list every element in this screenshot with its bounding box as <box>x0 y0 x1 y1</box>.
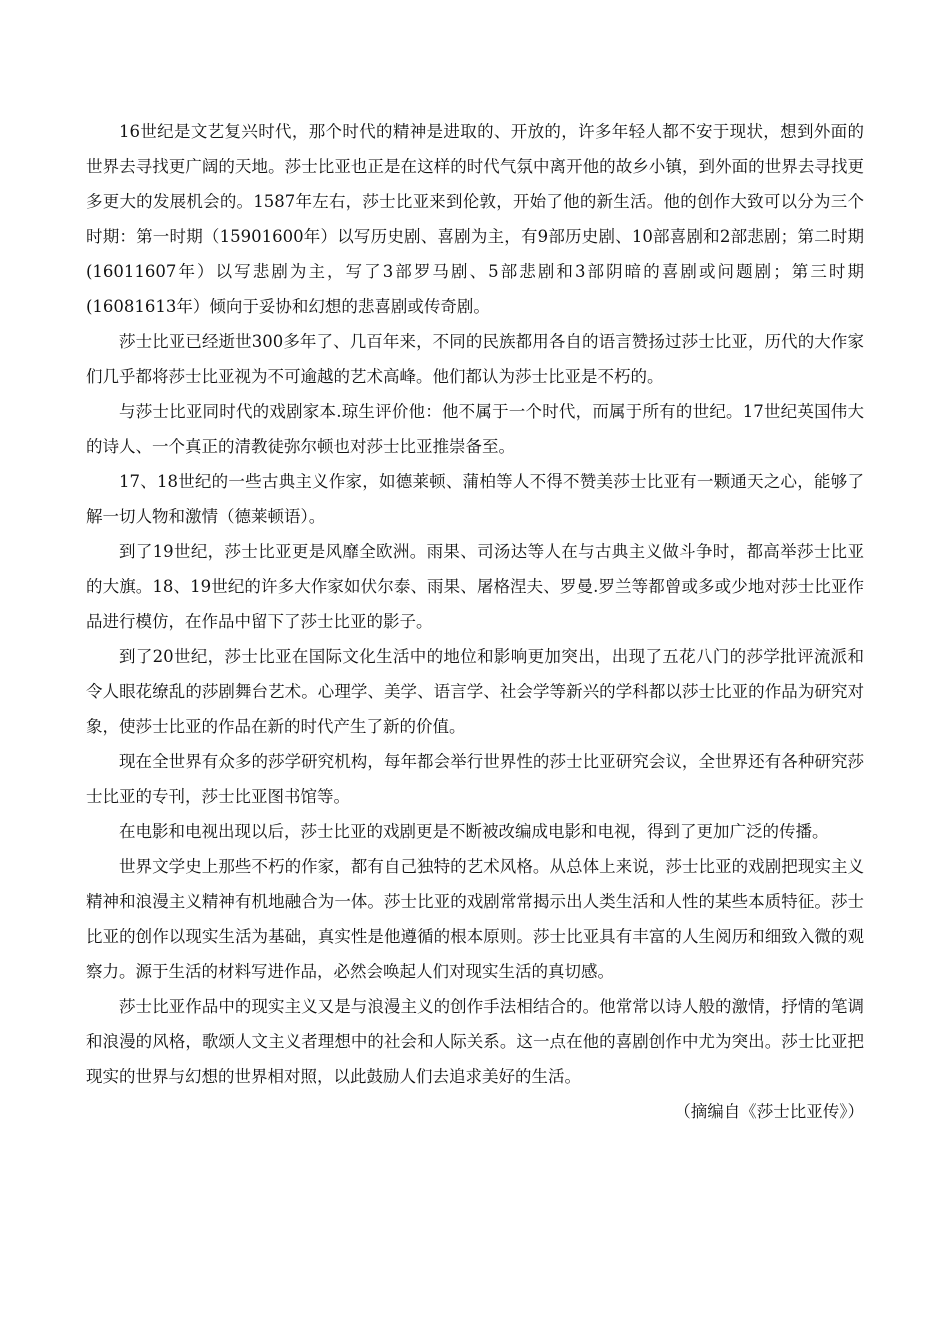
paragraph: 到了19世纪，莎士比亚更是风靡全欧洲。雨果、司汤达等人在与古典主义做斗争时，都高举莎士比亚的大旗。18、19世纪的许多大作家如伏尔泰、雨果、屠格涅夫、罗曼.罗兰等都曾或多或少地对莎士比亚作品进行模仿，在作品中留下了莎士比亚的影子。 <box>86 542 864 631</box>
paragraph: 到了20世纪，莎士比亚在国际文化生活中的地位和影响更加突出，出现了五花八门的莎学批评流派和令人眼花缭乱的莎剧舞台艺术。心理学、美学、语言学、社会学等新兴的学科都以莎士比亚的作品为研究对象，使莎士比亚的作品在新的时代产生了新的价值。 <box>86 647 864 736</box>
source-citation: （摘编自《莎士比亚传》） <box>674 1102 864 1121</box>
paragraph: 在电影和电视出现以后，莎士比亚的戏剧更是不断被改编成电影和电视，得到了更加广泛的传播。 <box>119 822 829 841</box>
paragraph: 莎士比亚作品中的现实主义又是与浪漫主义的创作手法相结合的。他常常以诗人般的激情，抒情的笔调和浪漫的风格，歌颂人文主义者理想中的社会和人际关系。这一点在他的喜剧创作中尤为突出。莎士比亚把现实的世界与幻想的世界相对照，以此鼓励人们去追求美好的生活。 <box>86 997 864 1086</box>
article-body <box>86 114 864 1129</box>
paragraph: 世界文学史上那些不朽的作家，都有自己独特的艺术风格。从总体上来说，莎士比亚的戏剧把现实主义精神和浪漫主义精神有机地融合为一体。莎士比亚的戏剧常常揭示出人类生活和人性的某些本质特征。莎士比亚的创作以现实生活为基础，真实性是他遵循的根本原则。莎士比亚具有丰富的人生阅历和细致入微的观察力。源于生活的材料写进作品，必然会唤起人们对现实生活的真切感。 <box>86 857 864 981</box>
paragraph: 现在全世界有众多的莎学研究机构，每年都会举行世界性的莎士比亚研究会议，全世界还有各种研究莎士比亚的专刊，莎士比亚图书馆等。 <box>86 752 864 806</box>
paragraph: 莎士比亚已经逝世300多年了、几百年来，不同的民族都用各自的语言赞扬过莎士比亚，历代的大作家们几乎都将莎士比亚视为不可逾越的艺术高峰。他们都认为莎士比亚是不朽的。 <box>86 332 864 386</box>
paragraph: 17、18世纪的一些古典主义作家，如德莱顿、蒲柏等人不得不赞美莎士比亚有一颗通天之心，能够了解一切人物和激情（德莱顿语）。 <box>86 472 864 526</box>
paragraph: 与莎士比亚同时代的戏剧家本.琼生评价他：他不属于一个时代，而属于所有的世纪。17世纪英国伟大的诗人、一个真正的清教徒弥尔顿也对莎士比亚推崇备至。 <box>86 402 864 456</box>
paragraph: 16世纪是文艺复兴时代，那个时代的精神是进取的、开放的，许多年轻人都不安于现状，想到外面的世界去寻找更广阔的天地。莎士比亚也正是在这样的时代气氛中离开他的故乡小镇，到外面的世界去寻找更多更大的发展机会的。1587年左右，莎士比亚来到伦敦，开始了他的新生活。他的创作大致可以分为三个时期：第一时期（15901600年）以写历史剧、喜剧为主，有9部历史剧、10部喜剧和2部悲剧；第二时期(16011607年）以写悲剧为主，写了3部罗马剧、5部悲剧和3部阴暗的喜剧或问题剧；第三时期(16081613年）倾向于妥协和幻想的悲喜剧或传奇剧。 <box>86 122 864 316</box>
